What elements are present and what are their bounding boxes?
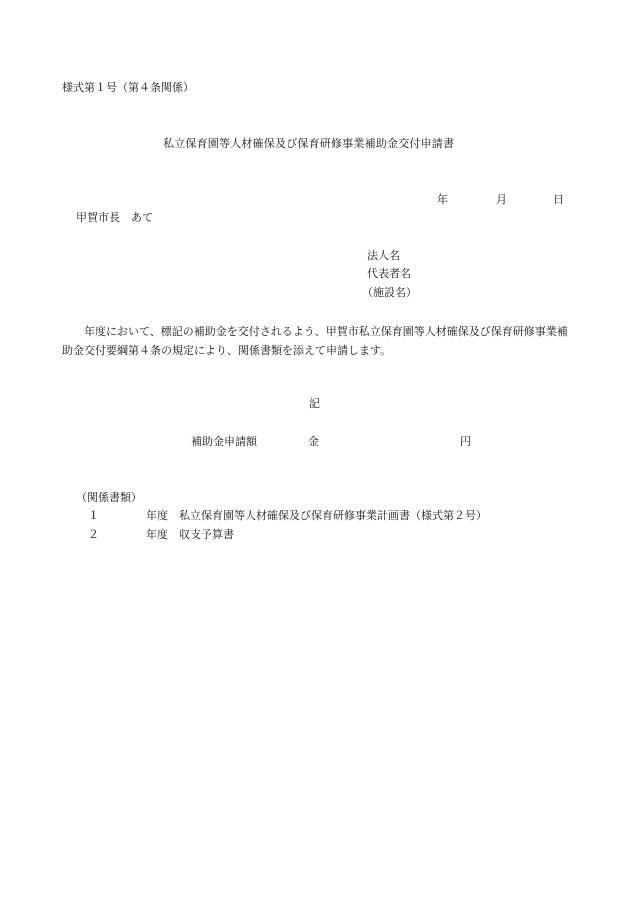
facility-name-label: （施設名） — [362, 286, 417, 299]
document-title: 私立保育園等人材確保及び保育研修事業補助金交付申請書 — [163, 137, 455, 150]
application-body-text: 年度において、標記の補助金を交付されるよう、甲賀市私立保育園等人材確保及び保育研修事業補助金交付要綱第４条の規定により、関係書類を添えて申請します。 — [62, 325, 568, 357]
document-item-1-number: １ — [88, 509, 99, 522]
subsidy-amount-label: 補助金申請額 — [191, 435, 257, 448]
document-item-1-text: 年度 私立保育園等人材確保及び保育研修事業計画書（様式第２号） — [146, 509, 487, 522]
document-item-2-text: 年度 収支予算書 — [146, 528, 234, 541]
ki-heading: 記 — [309, 397, 320, 410]
date-year-label: 年 — [437, 193, 448, 206]
amount-kin: 金 — [308, 435, 319, 448]
related-documents-heading: （関係書類） — [76, 491, 142, 504]
date-month-label: 月 — [496, 193, 507, 206]
amount-yen: 円 — [460, 435, 471, 448]
addressee: 甲賀市長 あて — [76, 211, 153, 224]
representative-name-label: 代表者名 — [367, 267, 411, 280]
document-item-2-number: ２ — [88, 528, 99, 541]
form-number: 様式第１号（第４条関係） — [62, 81, 194, 94]
date-day-label: 日 — [553, 193, 564, 206]
corporation-name-label: 法人名 — [367, 249, 400, 262]
